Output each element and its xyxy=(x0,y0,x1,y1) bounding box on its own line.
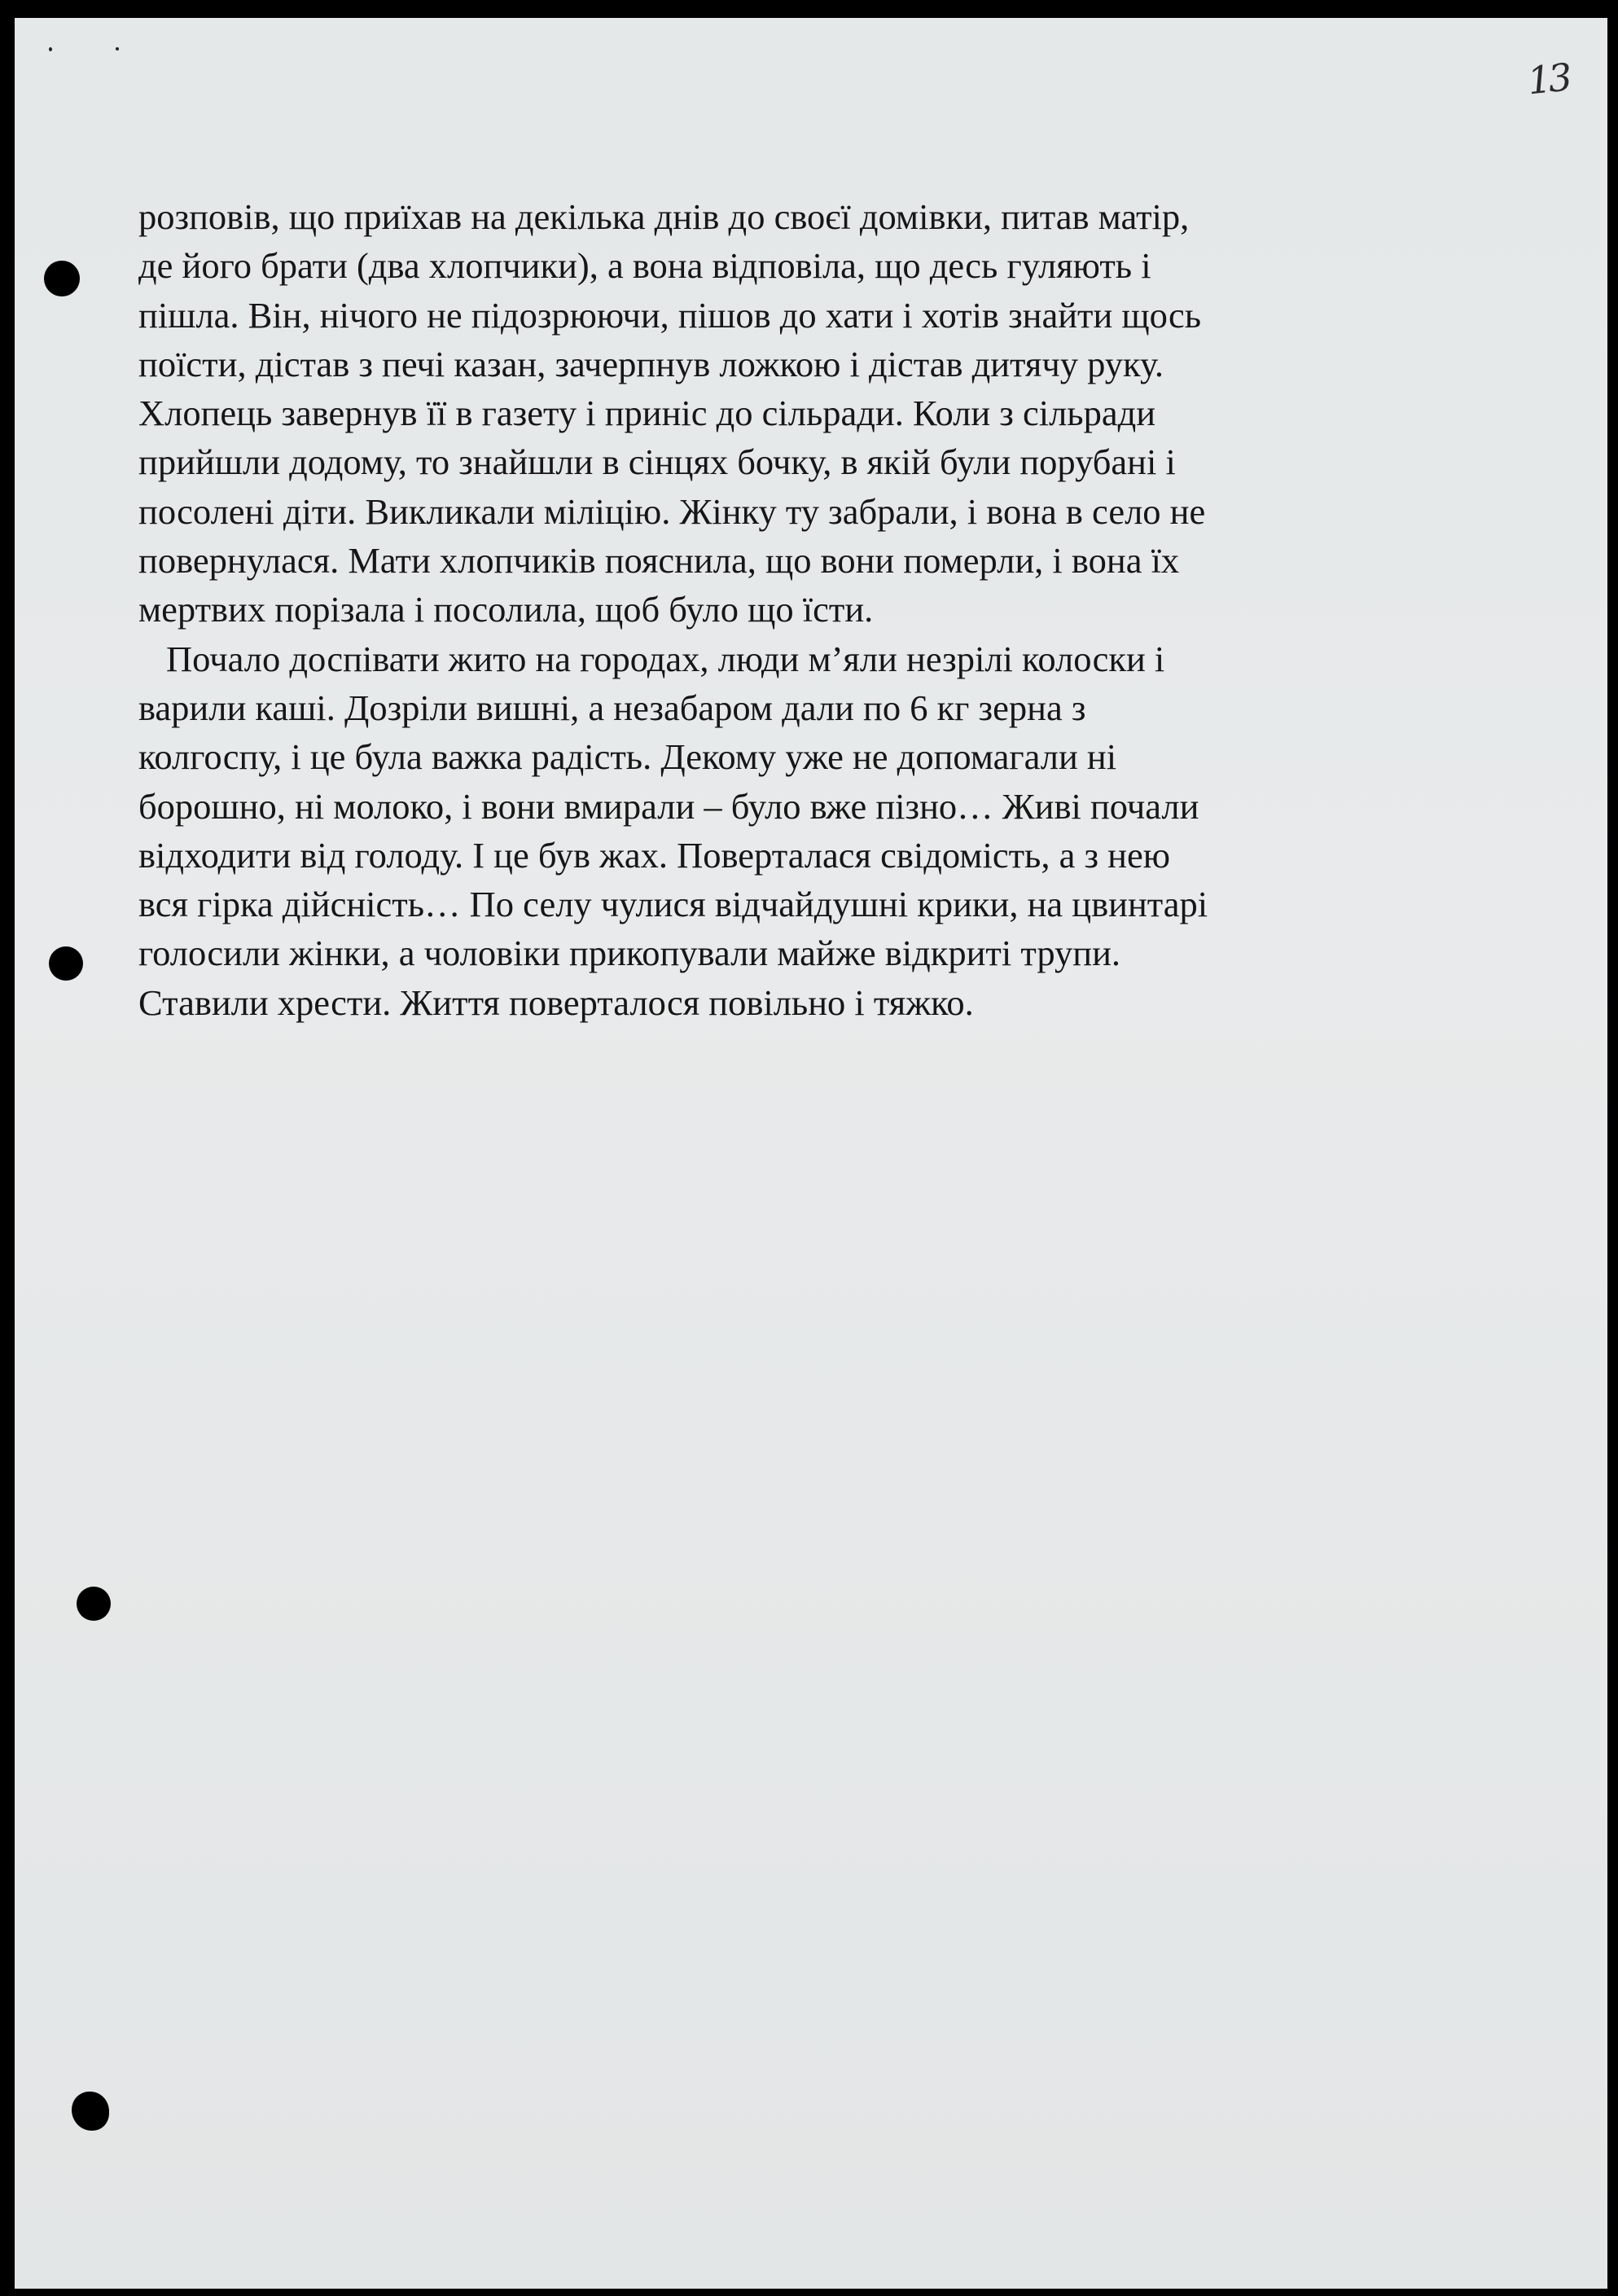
paper-sheet xyxy=(15,18,1607,2289)
text-line: варили каші. Дозріли вишні, а незабаром дали по 6 кг зерна з xyxy=(138,687,1086,728)
text-line: вся гірка дійсність… По селу чулися відчайдушні крики, на цвинтарі xyxy=(138,884,1208,925)
text-line: голосили жінки, а чоловіки прикопували майже відкриті трупи. xyxy=(138,933,1121,974)
text-line: Хлопець завернув її в газету і приніс до сільради. Коли з сільради xyxy=(138,393,1156,434)
paragraph-1 xyxy=(138,192,1441,634)
scan-speck xyxy=(116,47,119,50)
paragraph-2 xyxy=(138,634,1441,1027)
text-line: Почало доспівати жито на городах, люди м’яли незрілі колоски і xyxy=(166,638,1165,679)
text-line: розповів, що приїхав на декілька днів до своєї домівки, питав матір, xyxy=(138,196,1190,237)
text-line: борошно, ні молоко, і вони вмирали – було вже пізно… Живі почали xyxy=(138,785,1199,827)
scan-speck xyxy=(49,47,52,51)
text-line: де його брати (два хлопчики), а вона відповіла, що десь гуляють і xyxy=(138,245,1151,287)
punch-hole xyxy=(49,946,83,981)
page-number: 13 xyxy=(1525,55,1572,103)
punch-hole xyxy=(77,1587,111,1621)
text-line: поїсти, дістав з печі казан, зачерпнув ложкою і дістав дитячу руку. xyxy=(138,343,1164,384)
text-line: мертвих порізала і посолила, щоб було що їсти. xyxy=(138,589,874,630)
punch-hole xyxy=(44,261,80,296)
text-line: Ставили хрести. Життя поверталося повільно і тяжко. xyxy=(138,981,974,1023)
document-body xyxy=(138,192,1441,1027)
punch-hole xyxy=(72,2092,109,2131)
text-line: колгоспу, і це була важка радість. Декому уже не допомагали ні xyxy=(138,736,1117,778)
text-line: прийшли додому, то знайшли в сінцях бочку, в якій були порубані і xyxy=(138,441,1176,483)
text-line: відходити від голоду. І це був жах. Поверталася свідомість, а з нею xyxy=(138,834,1170,876)
text-line: посолені діти. Викликали міліцію. Жінку ту забрали, і вона в село не xyxy=(138,490,1206,532)
text-line: пішла. Він, нічого не підозрюючи, пішов до хати і хотів знайти щось xyxy=(138,294,1202,336)
text-line: повернулася. Мати хлопчиків пояснила, що вони померли, і вона їх xyxy=(138,540,1180,582)
